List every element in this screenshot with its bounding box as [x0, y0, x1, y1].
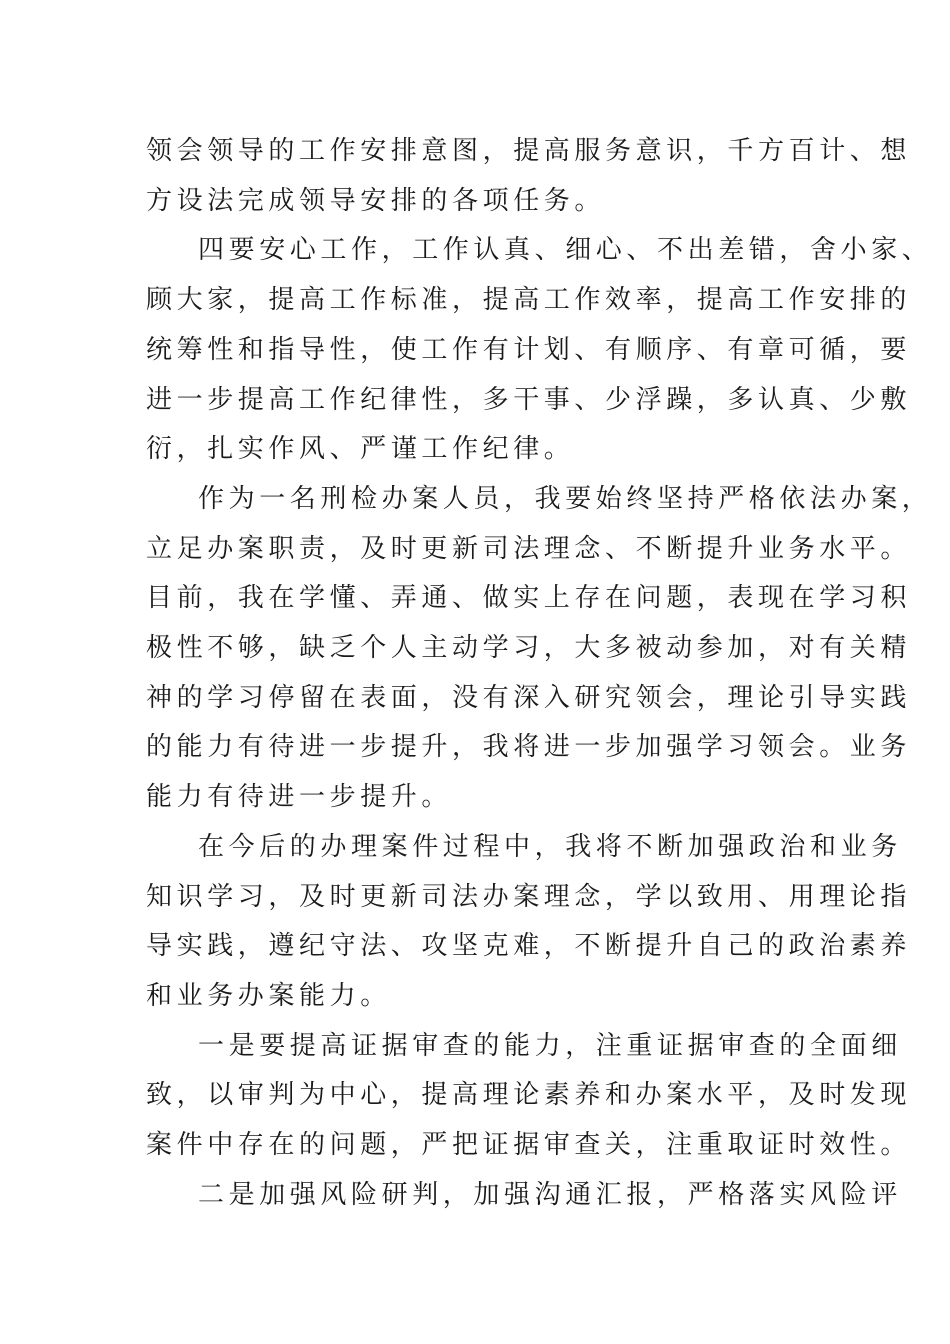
text-line: 一是要提高证据审查的能力，注重证据审查的全面细: [198, 1030, 902, 1061]
text-line: 目前，我在学懂、弄通、做实上存在问题，表现在学习积: [146, 583, 912, 614]
text-line: 能力有待进一步提升。: [146, 782, 453, 813]
text-line: 致，以审判为中心，提高理论素养和办案水平，及时发现: [146, 1080, 912, 1111]
text-line: 案件中存在的问题，严把证据审查关，注重取证时效性。: [146, 1130, 912, 1161]
text-line: 的能力有待进一步提升，我将进一步加强学习领会。业务: [146, 732, 912, 763]
paragraph-3: [146, 475, 933, 823]
paragraph-4: [146, 823, 912, 1022]
text-line: 四要安心工作，工作认真、细心、不出差错，舍小家、: [198, 235, 933, 266]
text-line: 统筹性和指导性，使工作有计划、有顺序、有章可循，要: [146, 334, 912, 365]
text-line: 极性不够，缺乏个人主动学习，大多被动参加，对有关精: [146, 633, 912, 664]
text-line: 领会领导的工作安排意图，提高服务意识，千方百计、想: [146, 136, 912, 166]
text-line: 衍，扎实作风、严谨工作纪律。: [146, 434, 575, 465]
paragraph-6: [146, 1171, 902, 1221]
text-line: 在今后的办理案件过程中，我将不断加强政治和业务: [198, 831, 902, 862]
text-line: 方设法完成领导安排的各项任务。: [146, 185, 606, 216]
text-line: 导实践，遵纪守法、攻坚克难，不断提升自己的政治素养: [146, 931, 912, 962]
paragraph-2: [146, 226, 933, 475]
text-line: 作为一名刑检办案人员，我要始终坚持严格依法办案，: [198, 483, 933, 514]
text-line: 二是加强风险研判，加强沟通汇报，严格落实风险评: [198, 1179, 902, 1210]
text-line: 进一步提高工作纪律性，多干事、少浮躁，多认真、少敷: [146, 384, 912, 415]
paragraph-5: [146, 1022, 912, 1171]
document-body: [146, 127, 933, 1220]
paragraph-1: [146, 127, 912, 226]
text-line: 顾大家，提高工作标准，提高工作效率，提高工作安排的: [146, 285, 912, 316]
text-line: 神的学习停留在表面，没有深入研究领会，理论引导实践: [146, 682, 912, 713]
text-line: 立足办案职责，及时更新司法理念、不断提升业务水平。: [146, 533, 912, 564]
text-line: 知识学习，及时更新司法办案理念，学以致用、用理论指: [146, 881, 912, 912]
text-line: 和业务办案能力。: [146, 980, 391, 1011]
